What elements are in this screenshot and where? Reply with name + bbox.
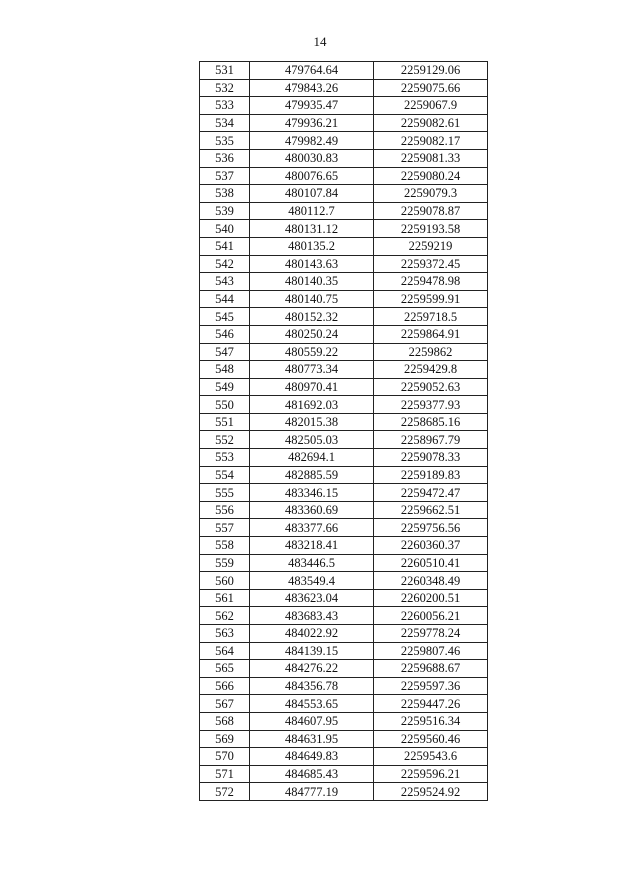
point-number-cell: 543 xyxy=(200,273,250,291)
point-number-cell: 538 xyxy=(200,185,250,203)
point-number-cell: 534 xyxy=(200,114,250,132)
x-coordinate-cell: 483218.41 xyxy=(250,537,374,555)
point-number-cell: 540 xyxy=(200,220,250,238)
x-coordinate-cell: 483623.04 xyxy=(250,589,374,607)
table-row xyxy=(200,449,488,467)
point-number-cell: 545 xyxy=(200,308,250,326)
coordinates-table xyxy=(199,61,488,801)
table-row xyxy=(200,167,488,185)
table-row xyxy=(200,695,488,713)
x-coordinate-cell: 479982.49 xyxy=(250,132,374,150)
y-coordinate-cell: 2259688.67 xyxy=(374,660,488,678)
table-row xyxy=(200,466,488,484)
x-coordinate-cell: 482505.03 xyxy=(250,431,374,449)
x-coordinate-cell: 479764.64 xyxy=(250,62,374,80)
point-number-cell: 572 xyxy=(200,783,250,801)
y-coordinate-cell: 2259447.26 xyxy=(374,695,488,713)
x-coordinate-cell: 480107.84 xyxy=(250,185,374,203)
point-number-cell: 554 xyxy=(200,466,250,484)
x-coordinate-cell: 480140.35 xyxy=(250,273,374,291)
y-coordinate-cell: 2259599.91 xyxy=(374,290,488,308)
x-coordinate-cell: 480076.65 xyxy=(250,167,374,185)
x-coordinate-cell: 480559.22 xyxy=(250,343,374,361)
point-number-cell: 570 xyxy=(200,748,250,766)
table-row xyxy=(200,202,488,220)
table-row xyxy=(200,607,488,625)
table-row xyxy=(200,308,488,326)
x-coordinate-cell: 480250.24 xyxy=(250,325,374,343)
x-coordinate-cell: 480970.41 xyxy=(250,378,374,396)
y-coordinate-cell: 2260510.41 xyxy=(374,554,488,572)
x-coordinate-cell: 479935.47 xyxy=(250,97,374,115)
point-number-cell: 550 xyxy=(200,396,250,414)
point-number-cell: 569 xyxy=(200,730,250,748)
x-coordinate-cell: 484649.83 xyxy=(250,748,374,766)
point-number-cell: 537 xyxy=(200,167,250,185)
x-coordinate-cell: 484139.15 xyxy=(250,642,374,660)
x-coordinate-cell: 484553.65 xyxy=(250,695,374,713)
x-coordinate-cell: 484685.43 xyxy=(250,765,374,783)
y-coordinate-cell: 2259079.3 xyxy=(374,185,488,203)
y-coordinate-cell: 2259560.46 xyxy=(374,730,488,748)
y-coordinate-cell: 2258685.16 xyxy=(374,413,488,431)
x-coordinate-cell: 482015.38 xyxy=(250,413,374,431)
point-number-cell: 571 xyxy=(200,765,250,783)
table-row xyxy=(200,642,488,660)
y-coordinate-cell: 2259778.24 xyxy=(374,625,488,643)
table-row xyxy=(200,431,488,449)
table-row xyxy=(200,572,488,590)
y-coordinate-cell: 2259472.47 xyxy=(374,484,488,502)
y-coordinate-cell: 2259082.61 xyxy=(374,114,488,132)
y-coordinate-cell: 2259081.33 xyxy=(374,149,488,167)
page-number: 14 xyxy=(313,34,327,49)
y-coordinate-cell: 2259067.9 xyxy=(374,97,488,115)
point-number-cell: 553 xyxy=(200,449,250,467)
y-coordinate-cell: 2259807.46 xyxy=(374,642,488,660)
x-coordinate-cell: 480152.32 xyxy=(250,308,374,326)
table-row xyxy=(200,343,488,361)
table-row xyxy=(200,185,488,203)
table-row xyxy=(200,114,488,132)
table-row xyxy=(200,79,488,97)
x-coordinate-cell: 480030.83 xyxy=(250,149,374,167)
y-coordinate-cell: 2259052.63 xyxy=(374,378,488,396)
x-coordinate-cell: 479936.21 xyxy=(250,114,374,132)
point-number-cell: 533 xyxy=(200,97,250,115)
x-coordinate-cell: 483446.5 xyxy=(250,554,374,572)
table-row xyxy=(200,519,488,537)
table-row xyxy=(200,237,488,255)
table-row xyxy=(200,765,488,783)
point-number-cell: 536 xyxy=(200,149,250,167)
table-row xyxy=(200,290,488,308)
point-number-cell: 548 xyxy=(200,361,250,379)
coordinates-table-body xyxy=(200,62,488,801)
table-row xyxy=(200,783,488,801)
x-coordinate-cell: 483377.66 xyxy=(250,519,374,537)
x-coordinate-cell: 484777.19 xyxy=(250,783,374,801)
table-row xyxy=(200,396,488,414)
point-number-cell: 562 xyxy=(200,607,250,625)
table-row xyxy=(200,660,488,678)
y-coordinate-cell: 2259377.93 xyxy=(374,396,488,414)
x-coordinate-cell: 483549.4 xyxy=(250,572,374,590)
table-row xyxy=(200,677,488,695)
table-row xyxy=(200,501,488,519)
y-coordinate-cell: 2259078.87 xyxy=(374,202,488,220)
table-row xyxy=(200,748,488,766)
table-row xyxy=(200,413,488,431)
table-row xyxy=(200,589,488,607)
x-coordinate-cell: 480143.63 xyxy=(250,255,374,273)
table-row xyxy=(200,484,488,502)
table-row xyxy=(200,97,488,115)
table-row xyxy=(200,325,488,343)
y-coordinate-cell: 2259129.06 xyxy=(374,62,488,80)
point-number-cell: 563 xyxy=(200,625,250,643)
y-coordinate-cell: 2260360.37 xyxy=(374,537,488,555)
x-coordinate-cell: 484631.95 xyxy=(250,730,374,748)
table-row xyxy=(200,149,488,167)
point-number-cell: 542 xyxy=(200,255,250,273)
y-coordinate-cell: 2259478.98 xyxy=(374,273,488,291)
point-number-cell: 557 xyxy=(200,519,250,537)
table-row xyxy=(200,273,488,291)
point-number-cell: 556 xyxy=(200,501,250,519)
point-number-cell: 544 xyxy=(200,290,250,308)
x-coordinate-cell: 480773.34 xyxy=(250,361,374,379)
y-coordinate-cell: 2259596.21 xyxy=(374,765,488,783)
x-coordinate-cell: 484022.92 xyxy=(250,625,374,643)
y-coordinate-cell: 2259516.34 xyxy=(374,712,488,730)
y-coordinate-cell: 2259597.36 xyxy=(374,677,488,695)
point-number-cell: 564 xyxy=(200,642,250,660)
y-coordinate-cell: 2259219 xyxy=(374,237,488,255)
y-coordinate-cell: 2259662.51 xyxy=(374,501,488,519)
y-coordinate-cell: 2259524.92 xyxy=(374,783,488,801)
y-coordinate-cell: 2259864.91 xyxy=(374,325,488,343)
point-number-cell: 565 xyxy=(200,660,250,678)
y-coordinate-cell: 2258967.79 xyxy=(374,431,488,449)
x-coordinate-cell: 480140.75 xyxy=(250,290,374,308)
point-number-cell: 547 xyxy=(200,343,250,361)
table-row xyxy=(200,554,488,572)
x-coordinate-cell: 482885.59 xyxy=(250,466,374,484)
point-number-cell: 567 xyxy=(200,695,250,713)
point-number-cell: 552 xyxy=(200,431,250,449)
point-number-cell: 541 xyxy=(200,237,250,255)
y-coordinate-cell: 2259429.8 xyxy=(374,361,488,379)
table-row xyxy=(200,712,488,730)
x-coordinate-cell: 483683.43 xyxy=(250,607,374,625)
x-coordinate-cell: 480135.2 xyxy=(250,237,374,255)
point-number-cell: 566 xyxy=(200,677,250,695)
point-number-cell: 551 xyxy=(200,413,250,431)
point-number-cell: 535 xyxy=(200,132,250,150)
x-coordinate-cell: 484607.95 xyxy=(250,712,374,730)
table-row xyxy=(200,255,488,273)
point-number-cell: 532 xyxy=(200,79,250,97)
point-number-cell: 539 xyxy=(200,202,250,220)
point-number-cell: 546 xyxy=(200,325,250,343)
y-coordinate-cell: 2259862 xyxy=(374,343,488,361)
y-coordinate-cell: 2260200.51 xyxy=(374,589,488,607)
x-coordinate-cell: 484356.78 xyxy=(250,677,374,695)
point-number-cell: 560 xyxy=(200,572,250,590)
y-coordinate-cell: 2259193.58 xyxy=(374,220,488,238)
y-coordinate-cell: 2259078.33 xyxy=(374,449,488,467)
table-row xyxy=(200,625,488,643)
table-row xyxy=(200,62,488,80)
y-coordinate-cell: 2259082.17 xyxy=(374,132,488,150)
x-coordinate-cell: 479843.26 xyxy=(250,79,374,97)
y-coordinate-cell: 2259543.6 xyxy=(374,748,488,766)
x-coordinate-cell: 484276.22 xyxy=(250,660,374,678)
x-coordinate-cell: 483346.15 xyxy=(250,484,374,502)
point-number-cell: 559 xyxy=(200,554,250,572)
y-coordinate-cell: 2260056.21 xyxy=(374,607,488,625)
x-coordinate-cell: 481692.03 xyxy=(250,396,374,414)
table-row xyxy=(200,361,488,379)
table-row xyxy=(200,378,488,396)
table-row xyxy=(200,220,488,238)
y-coordinate-cell: 2259075.66 xyxy=(374,79,488,97)
table-row xyxy=(200,730,488,748)
point-number-cell: 555 xyxy=(200,484,250,502)
y-coordinate-cell: 2259080.24 xyxy=(374,167,488,185)
y-coordinate-cell: 2259372.45 xyxy=(374,255,488,273)
x-coordinate-cell: 480131.12 xyxy=(250,220,374,238)
y-coordinate-cell: 2259756.56 xyxy=(374,519,488,537)
point-number-cell: 531 xyxy=(200,62,250,80)
table-row xyxy=(200,132,488,150)
x-coordinate-cell: 483360.69 xyxy=(250,501,374,519)
point-number-cell: 561 xyxy=(200,589,250,607)
y-coordinate-cell: 2259718.5 xyxy=(374,308,488,326)
y-coordinate-cell: 2259189.83 xyxy=(374,466,488,484)
point-number-cell: 558 xyxy=(200,537,250,555)
y-coordinate-cell: 2260348.49 xyxy=(374,572,488,590)
x-coordinate-cell: 480112.7 xyxy=(250,202,374,220)
point-number-cell: 568 xyxy=(200,712,250,730)
x-coordinate-cell: 482694.1 xyxy=(250,449,374,467)
table-row xyxy=(200,537,488,555)
point-number-cell: 549 xyxy=(200,378,250,396)
